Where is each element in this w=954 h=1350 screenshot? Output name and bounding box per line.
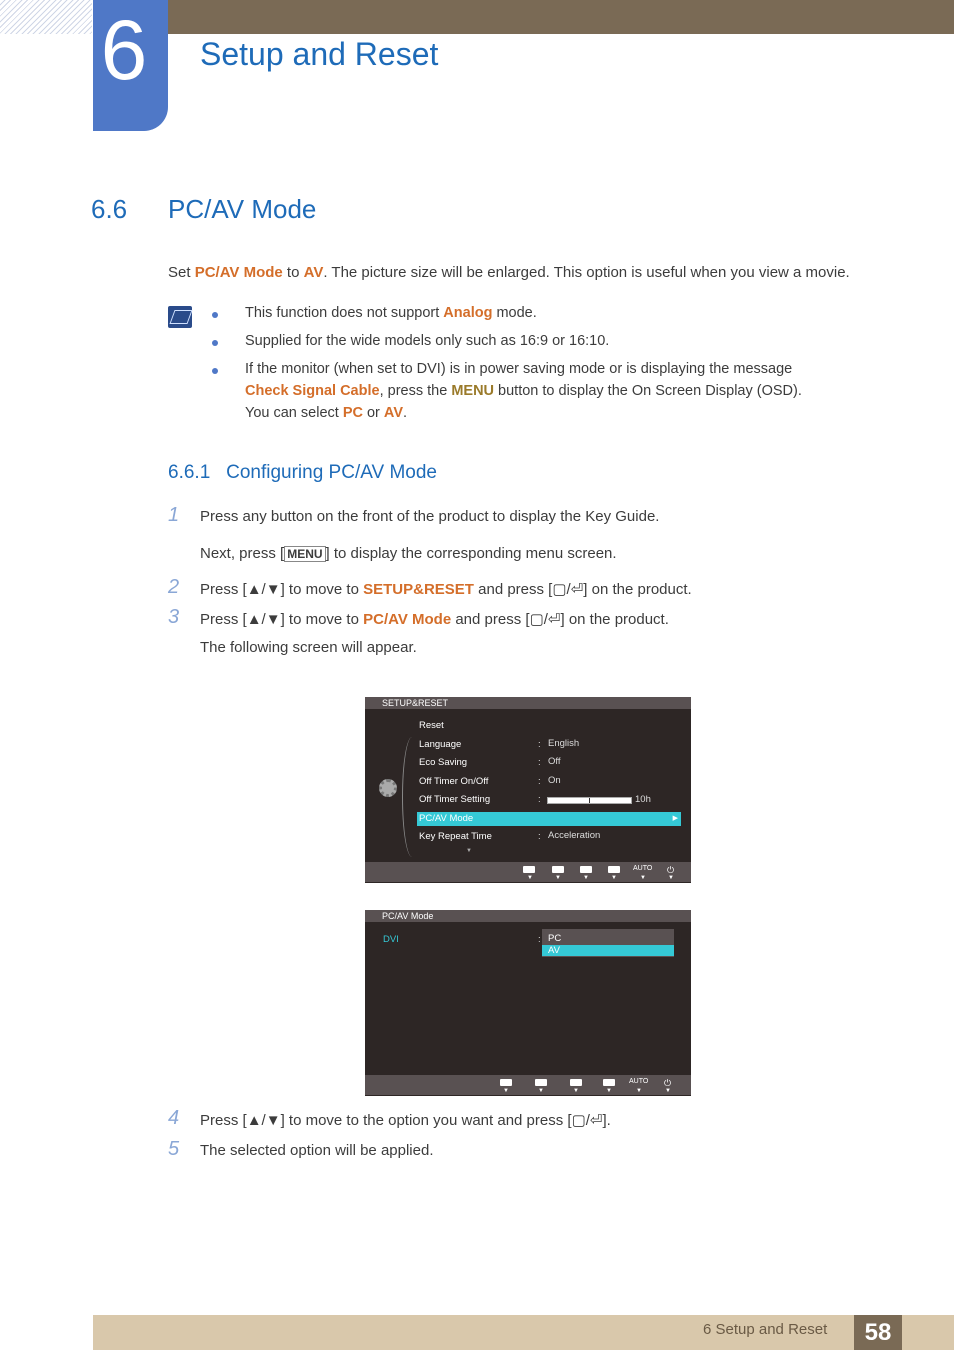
step-number: 4 bbox=[168, 1107, 180, 1129]
osd-item-pc-av-mode-selected: PC/AV Mode ▶ bbox=[417, 812, 681, 826]
left-button-icon bbox=[500, 1079, 512, 1086]
subsection-title: 6.6.1 Configuring PC/AV Mode bbox=[168, 462, 437, 483]
enter-icon: ▢/⏎ bbox=[571, 1112, 603, 1129]
step-3b: The following screen will appear. bbox=[200, 639, 417, 656]
osd-item-timer: Off Timer On/Off bbox=[419, 776, 489, 787]
osd-option-pc: PC bbox=[548, 933, 562, 944]
note-icon bbox=[168, 306, 192, 328]
note-2: Supplied for the wide models only such as 16:9 or 16:10. bbox=[245, 333, 610, 349]
down-button-icon bbox=[535, 1079, 547, 1086]
osd-value-eco: Off bbox=[548, 756, 561, 767]
step-number: 5 bbox=[168, 1138, 180, 1160]
note-3-line1: If the monitor (when set to DVI) is in power saving mode or is displaying the message bbox=[245, 361, 793, 377]
osd-header: SETUP&RESET bbox=[365, 697, 691, 709]
osd-source-label: DVI bbox=[383, 934, 399, 945]
osd-setup-reset-screen: SETUP&RESET Reset Language : English Eco Saving : Off Off Timer On/Off : On Off Timer Setting : 10h PC/AV Mode ▶ Key Repeat Time : Acceleration ▼ AUTO ⏻ ▼ ▼ ▼ ▼ ▼ ▼ bbox=[365, 697, 691, 883]
osd-item-reset: Reset bbox=[419, 720, 444, 731]
enter-icon: ▢/⏎ bbox=[552, 581, 584, 598]
osd-value-timer-setting: 10h bbox=[635, 794, 651, 805]
up-button-icon bbox=[570, 1079, 582, 1086]
section-title: PC/AV Mode bbox=[168, 194, 317, 224]
osd-header: PC/AV Mode bbox=[365, 910, 691, 922]
chapter-title: Setup and Reset bbox=[200, 36, 439, 72]
intro-paragraph: Set PC/AV Mode to AV. The picture size will be enlarged. This option is useful when you view a movie. bbox=[168, 264, 850, 281]
osd-footer: AUTO ⏻ ▼ ▼ ▼ ▼ ▼ ▼ bbox=[365, 862, 691, 882]
osd-item-key-repeat: Key Repeat Time bbox=[419, 831, 492, 842]
enter-button-icon bbox=[603, 1079, 615, 1086]
osd-value-timer: On bbox=[548, 775, 561, 786]
auto-label: AUTO bbox=[629, 1078, 649, 1085]
step-2: Press [▲/▼] to move to SETUP&RESET and press [▢/⏎] on the product. bbox=[200, 581, 692, 598]
enter-icon: ▢/⏎ bbox=[529, 611, 561, 628]
bullet-icon bbox=[212, 312, 218, 318]
note-3-line2: Check Signal Cable, press the MENU button to display the On Screen Display (OSD). bbox=[245, 383, 802, 399]
page-number: 58 bbox=[854, 1315, 902, 1350]
timer-slider-fill bbox=[548, 798, 590, 803]
bullet-icon bbox=[212, 340, 218, 346]
step-number: 3 bbox=[168, 606, 180, 628]
osd-item-eco: Eco Saving bbox=[419, 757, 468, 768]
step-5: The selected option will be applied. bbox=[200, 1142, 434, 1159]
step-3: Press [▲/▼] to move to PC/AV Mode and press [▢/⏎] on the product. bbox=[200, 611, 669, 628]
corner-hatch bbox=[0, 0, 92, 34]
step-4: Press [▲/▼] to move to the option you want and press [▢/⏎]. bbox=[200, 1112, 611, 1129]
left-button-icon bbox=[523, 866, 535, 873]
header-bar bbox=[168, 0, 954, 34]
osd-option-av-selected: AV bbox=[542, 945, 674, 956]
step-1b: Next, press [ MENU ] to display the corresponding menu screen. bbox=[200, 545, 617, 562]
right-button-icon bbox=[608, 866, 620, 873]
power-icon: ⏻ bbox=[664, 1078, 672, 1088]
step-number: 1 bbox=[168, 504, 180, 526]
scroll-down-icon: ▼ bbox=[466, 848, 472, 854]
osd-pc-av-mode-screen: PC/AV Mode DVI : PC AV AUTO ⏻ ▼ ▼ ▼ ▼ ▼ ▼ bbox=[365, 910, 691, 1096]
step-1: Press any button on the front of the product to display the Key Guide. bbox=[200, 508, 660, 525]
down-button-icon bbox=[552, 866, 564, 873]
timer-slider bbox=[547, 797, 632, 804]
osd-item-timer-setting: Off Timer Setting bbox=[419, 794, 491, 805]
up-down-icon: ▲/▼ bbox=[246, 611, 281, 628]
osd-value-key-repeat: Acceleration bbox=[548, 830, 601, 841]
gear-icon bbox=[379, 779, 397, 797]
up-down-icon: ▲/▼ bbox=[246, 581, 281, 598]
auto-label: AUTO bbox=[633, 865, 653, 872]
note-3-line3: You can select PC or AV. bbox=[245, 405, 408, 421]
osd-item-language: Language bbox=[419, 739, 462, 750]
note-1: This function does not support Analog mode. bbox=[245, 305, 537, 321]
osd-footer: AUTO ⏻ ▼ ▼ ▼ ▼ ▼ ▼ bbox=[365, 1075, 691, 1095]
up-button-icon bbox=[580, 866, 592, 873]
step-number: 2 bbox=[168, 576, 180, 598]
bullet-icon bbox=[212, 368, 218, 374]
osd-value-language: English bbox=[548, 738, 580, 749]
power-icon: ⏻ bbox=[667, 865, 675, 875]
up-down-icon: ▲/▼ bbox=[246, 1112, 281, 1129]
chapter-number: 6 bbox=[100, 3, 148, 97]
arrow-right-icon: ▶ bbox=[672, 815, 678, 822]
section-number: 6.6 bbox=[91, 194, 128, 224]
footer-chapter-text: 6 Setup and Reset bbox=[703, 1321, 828, 1338]
